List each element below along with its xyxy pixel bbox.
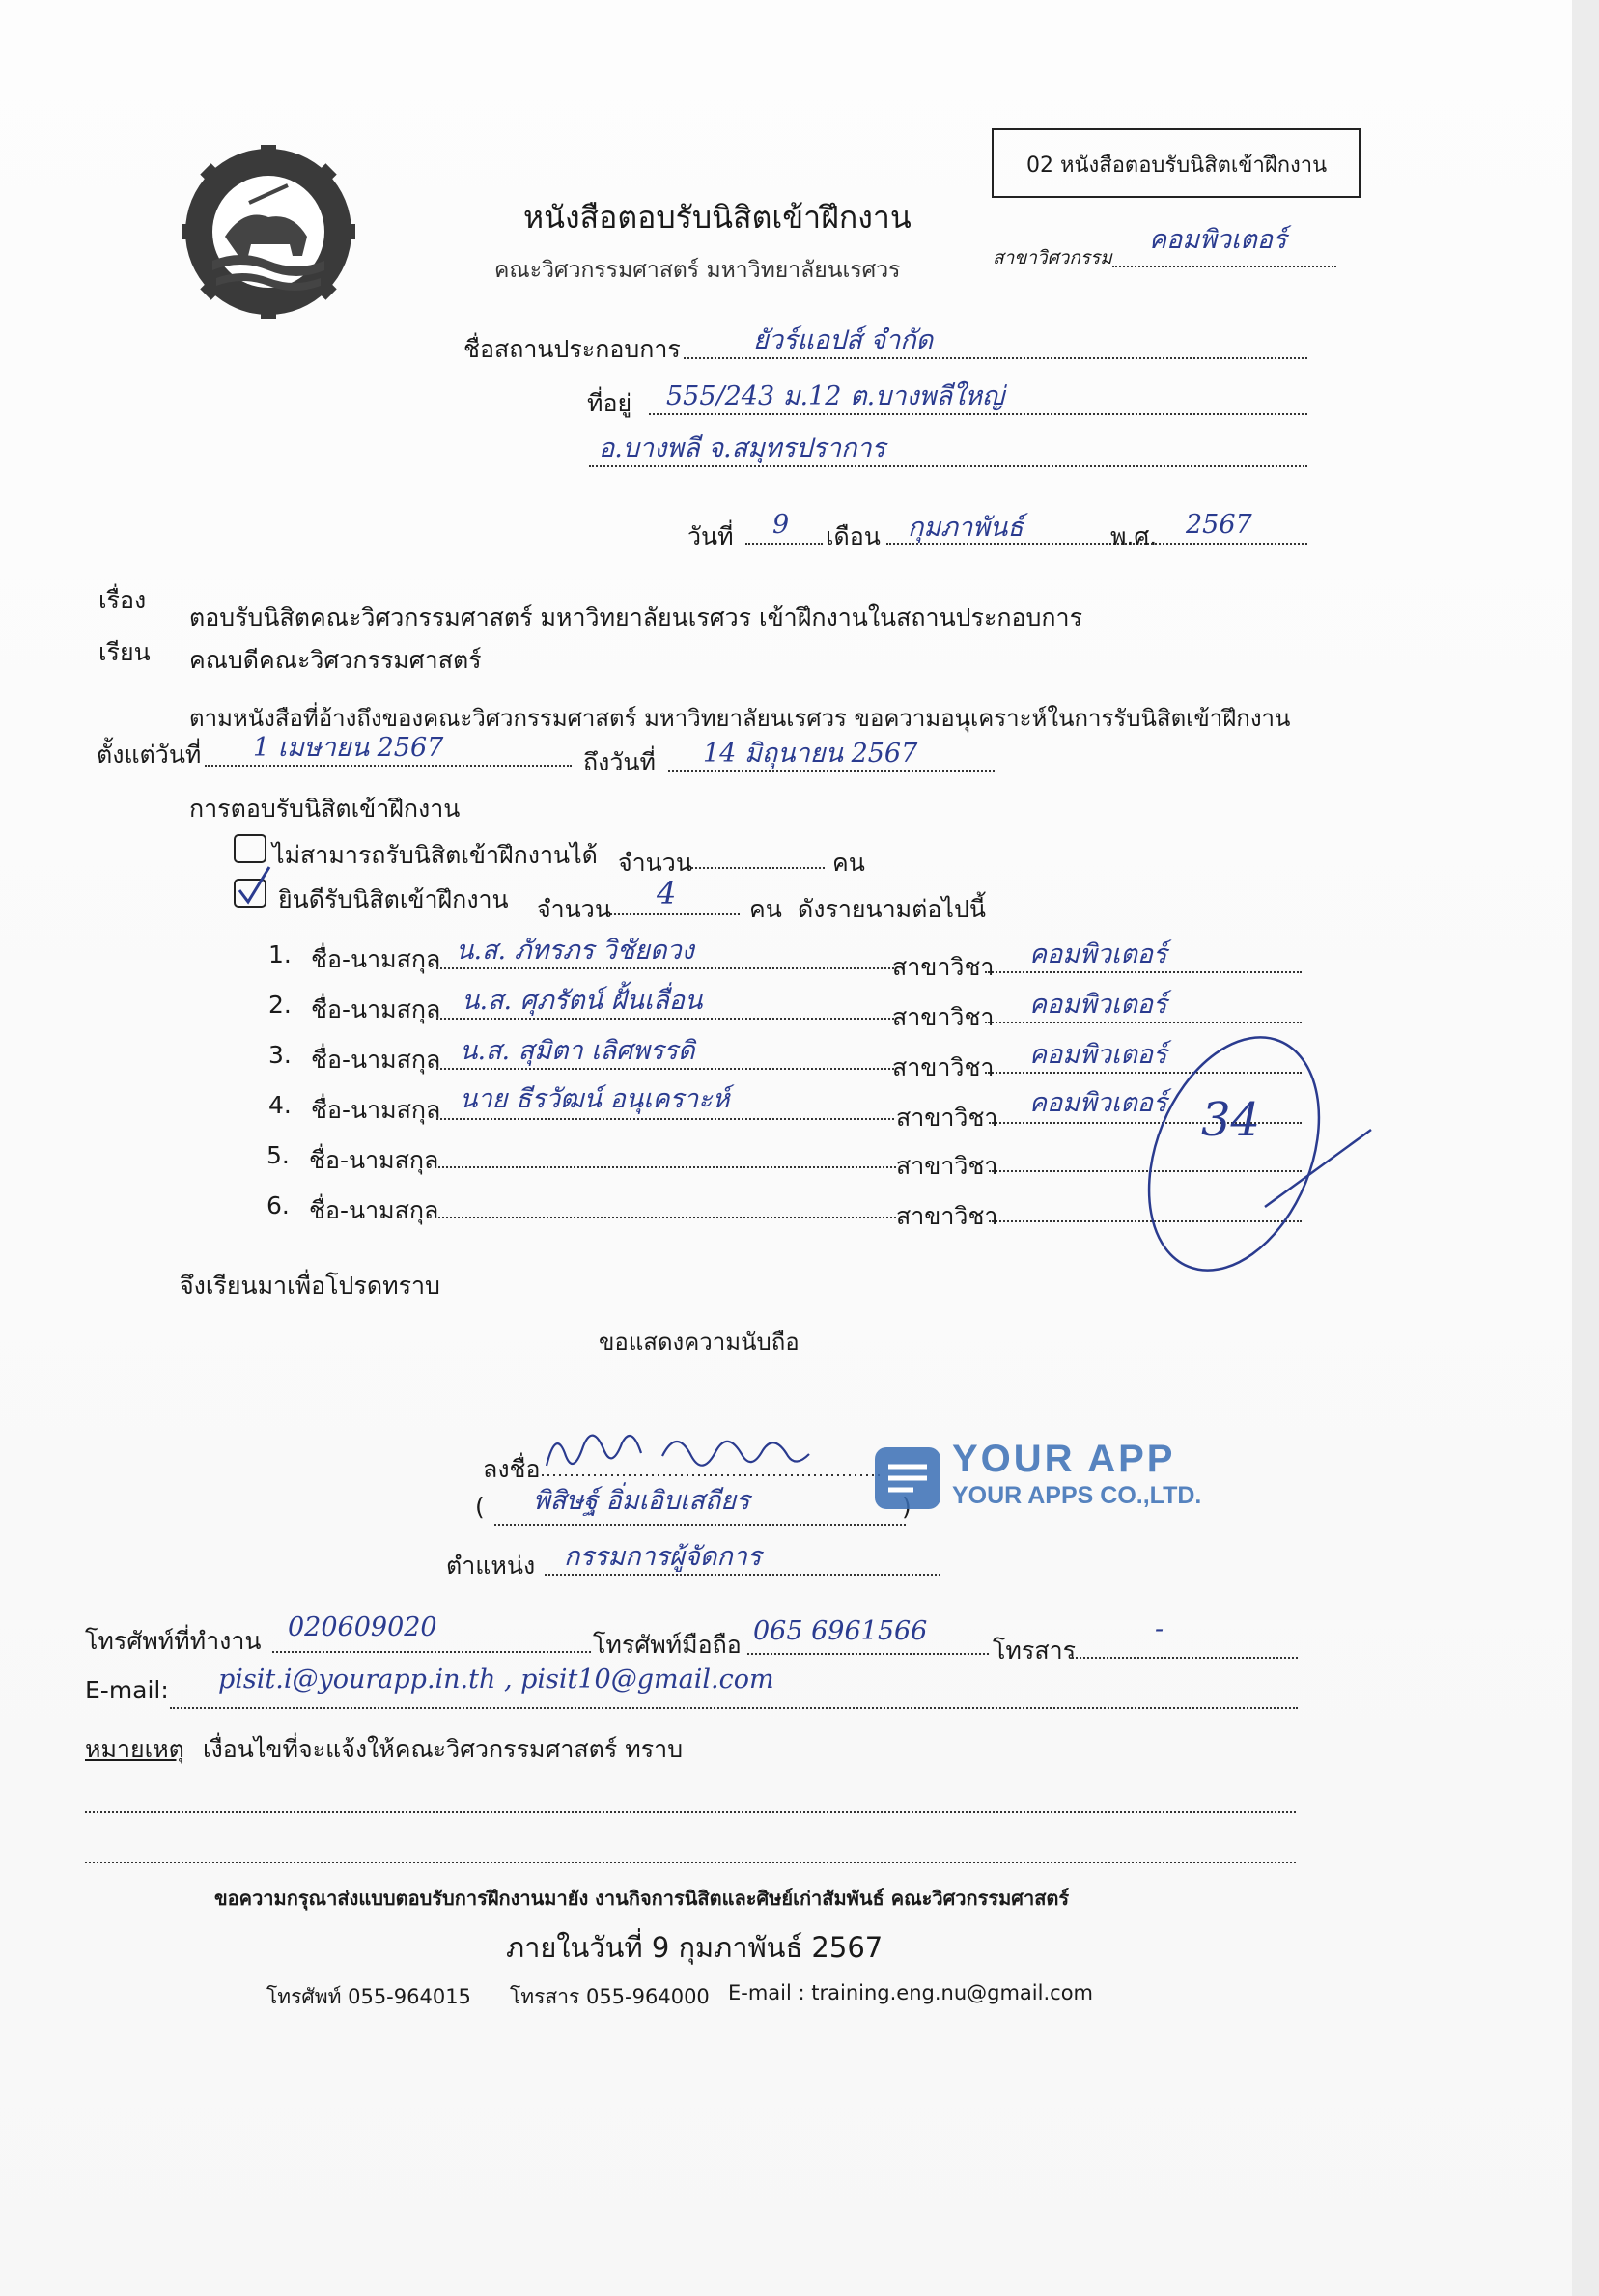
student-name-label: ชื่อ-นามสกุล xyxy=(311,995,441,1023)
reject-text: ไม่สามารถรับนิสิตเข้าฝึกงานได้ xyxy=(272,841,598,869)
reject-unit: คน xyxy=(832,849,865,877)
accept-unit: คน xyxy=(749,895,782,923)
remark-label: หมายเหตุ xyxy=(85,1735,184,1763)
student-name-value: นาย ธีรวัฒน์ อนุเคราะห์ xyxy=(460,1084,730,1114)
footer-fax: โทรสาร 055-964000 xyxy=(510,1985,710,2008)
student-major-label: สาขาวิชา xyxy=(896,1202,998,1230)
student-name-label: ชื่อ-นามสกุล xyxy=(309,1196,439,1224)
to-text: คณบดีคณะวิศวกรรมศาสตร์ xyxy=(189,646,482,674)
address-value-2: อ.บางพลี จ.สมุทรปราการ xyxy=(599,434,885,463)
company-value: ยัวร์แอปส์ จำกัด xyxy=(753,325,934,355)
date-month-label: เดือน xyxy=(826,522,881,550)
branch-line xyxy=(1112,266,1336,267)
position-value: กรรมการผู้จัดการ xyxy=(564,1542,762,1572)
student-major-value: คอมพิวเตอร์ xyxy=(1029,1040,1167,1070)
circled-mark-icon xyxy=(1139,1023,1381,1284)
email-label: E-mail: xyxy=(85,1676,169,1704)
date-month-value: กุมภาพันธ์ xyxy=(908,513,1024,543)
subject-label: เรื่อง xyxy=(98,586,147,614)
accept-suffix: ดังรายนามต่อไปนี้ xyxy=(798,895,986,923)
period-to-value: 14 มิถุนายน 2567 xyxy=(703,739,918,769)
page-title: หนังสือตอบรับนิสิตเข้าฝึกงาน xyxy=(523,199,912,236)
student-major-value: คอมพิวเตอร์ xyxy=(1029,990,1167,1020)
address-label: ที่อยู่ xyxy=(587,389,632,417)
student-major-label: สาขาวิชา xyxy=(896,1104,998,1132)
office-phone-label: โทรศัพท์ที่ทำงาน xyxy=(85,1627,262,1655)
student-major-label: สาขาวิชา xyxy=(892,1003,995,1031)
body-text: ตามหนังสือที่อ้างถึงของคณะวิศวกรรมศาสตร์ มหาวิทยาลัยนเรศวร ขอความอนุเคราะห์ในการรับนิสิตเข้าฝึกงาน xyxy=(189,705,1291,732)
signature-label: ลงชื่อ xyxy=(483,1455,541,1483)
student-name-line xyxy=(435,1166,896,1168)
mobile-value: 065 6961566 xyxy=(753,1616,928,1646)
reject-checkbox[interactable] xyxy=(234,834,266,863)
checkmark-icon xyxy=(236,865,274,908)
remark-line-2 xyxy=(85,1862,1296,1863)
fax-value: - xyxy=(1155,1614,1164,1644)
student-name-line xyxy=(435,1217,896,1218)
office-phone-line xyxy=(272,1651,591,1653)
paper-edge xyxy=(1572,0,1599,2296)
page-subtitle: คณะวิศวกรรมศาสตร์ มหาวิทยาลัยนเรศวร xyxy=(494,258,901,283)
fax-line xyxy=(1072,1657,1298,1659)
circled-mark-text: 34 xyxy=(1201,1093,1261,1147)
period-from-value: 1 เมษายน 2567 xyxy=(253,733,444,763)
fax-label: โทรสาร xyxy=(993,1637,1077,1665)
app-logo-icon xyxy=(873,1445,942,1511)
student-major-label: สาขาวิชา xyxy=(892,953,995,981)
accept-count-line xyxy=(610,913,740,915)
stamp-brand: YOUR APP xyxy=(952,1438,1176,1480)
remark-line-1 xyxy=(85,1811,1296,1813)
mobile-label: โทรศัพท์มือถือ xyxy=(593,1631,742,1659)
company-stamp xyxy=(869,1438,1217,1519)
footer-deadline: ภายในวันที่ 9 กุมภาพันธ์ 2567 xyxy=(506,1931,884,1964)
student-no: 3. xyxy=(268,1041,292,1069)
student-name-label: ชื่อ-นามสกุล xyxy=(309,1146,439,1174)
company-label: ชื่อสถานประกอบการ xyxy=(463,335,681,363)
accept-count-value: 4 xyxy=(657,875,677,911)
student-no: 2. xyxy=(268,991,292,1019)
date-year-line xyxy=(1151,543,1307,545)
date-day-line xyxy=(745,543,823,545)
to-label: เรียน xyxy=(98,638,151,666)
mobile-line xyxy=(747,1653,989,1655)
period-to-label: ถึงวันที่ xyxy=(583,748,656,776)
printed-name-line xyxy=(494,1524,906,1526)
email-line xyxy=(170,1707,1298,1709)
branch-label: สาขาวิศวกรรม xyxy=(993,247,1112,268)
email-value: pisit.i@yourapp.in.th , pisit10@gmail.com xyxy=(218,1665,774,1694)
reject-count-label: จำนวน xyxy=(618,849,692,877)
printed-name-value: พิสิษฐ์ อิ่มเอิบเสถียร xyxy=(533,1486,750,1516)
closing-text: จึงเรียนมาเพื่อโปรดทราบ xyxy=(180,1272,440,1300)
student-major-value: คอมพิวเตอร์ xyxy=(1029,1088,1167,1118)
subject-text: ตอบรับนิสิตคณะวิศวกรรมศาสตร์ มหาวิทยาลัยนเรศวร เข้าฝึกงานในสถานประกอบการ xyxy=(189,603,1083,631)
footer-email: E-mail : training.eng.nu@gmail.com xyxy=(728,1981,1093,2004)
accept-text: ยินดีรับนิสิตเข้าฝึกงาน xyxy=(278,885,509,913)
handwritten-signature xyxy=(537,1417,884,1485)
respect-text: ขอแสดงความนับถือ xyxy=(599,1329,800,1356)
date-year-label: พ.ศ. xyxy=(1110,522,1158,550)
reject-count-line xyxy=(691,867,825,869)
form-code-label: 02 หนังสือตอบรับนิสิตเข้าฝึกงาน xyxy=(1026,154,1328,178)
university-seal-logo xyxy=(182,145,355,319)
address-value-1: 555/243 ม.12 ต.บางพลีใหญ่ xyxy=(666,381,1004,411)
period-from-label: ตั้งแต่วันที่ xyxy=(97,741,202,769)
student-major-label: สาขาวิชา xyxy=(896,1152,998,1180)
date-day-value: 9 xyxy=(772,510,790,540)
student-no: 6. xyxy=(266,1191,290,1219)
printed-name-open-paren: ( xyxy=(475,1493,485,1521)
office-phone-value: 020609020 xyxy=(288,1612,437,1642)
student-no: 5. xyxy=(266,1141,290,1169)
footer-phone: โทรศัพท์ 055-964015 xyxy=(266,1985,471,2008)
remark-text: เงื่อนไขที่จะแจ้งให้คณะวิศวกรรมศาสตร์ ทราบ xyxy=(203,1735,684,1763)
stamp-company: YOUR APPS CO.,LTD. xyxy=(952,1482,1202,1509)
accept-count-label: จำนวน xyxy=(537,895,611,923)
position-label: ตำแหน่ง xyxy=(446,1552,536,1580)
student-name-value: น.ส. ภัทรภร วิชัยดวง xyxy=(456,936,694,966)
student-no: 1. xyxy=(268,940,292,968)
form-code-box xyxy=(992,128,1361,198)
student-major-label: สาขาวิชา xyxy=(892,1053,995,1081)
student-name-value: น.ส. ศุภรัตน์ ฝั้นเลื่อน xyxy=(462,986,703,1016)
response-heading: การตอบรับนิสิตเข้าฝึกงาน xyxy=(189,795,461,823)
student-major-value: คอมพิวเตอร์ xyxy=(1029,939,1167,969)
footer-instruction: ขอความกรุณาส่งแบบตอบรับการฝึกงานมายัง งานกิจการนิสิตและศิษย์เก่าสัมพันธ์ คณะวิศวกรรมศาสตร์ xyxy=(214,1887,1070,1910)
date-day-label: วันที่ xyxy=(687,522,734,550)
student-name-label: ชื่อ-นามสกุล xyxy=(311,945,441,973)
student-name-label: ชื่อ-นามสกุล xyxy=(311,1046,441,1074)
date-year-value: 2567 xyxy=(1186,510,1252,540)
student-name-label: ชื่อ-นามสกุล xyxy=(311,1096,441,1124)
student-name-value: น.ส. สุมิตา เลิศพรรดิ xyxy=(460,1036,695,1066)
student-no: 4. xyxy=(268,1091,292,1119)
branch-value: คอมพิวเตอร์ xyxy=(1149,225,1287,255)
